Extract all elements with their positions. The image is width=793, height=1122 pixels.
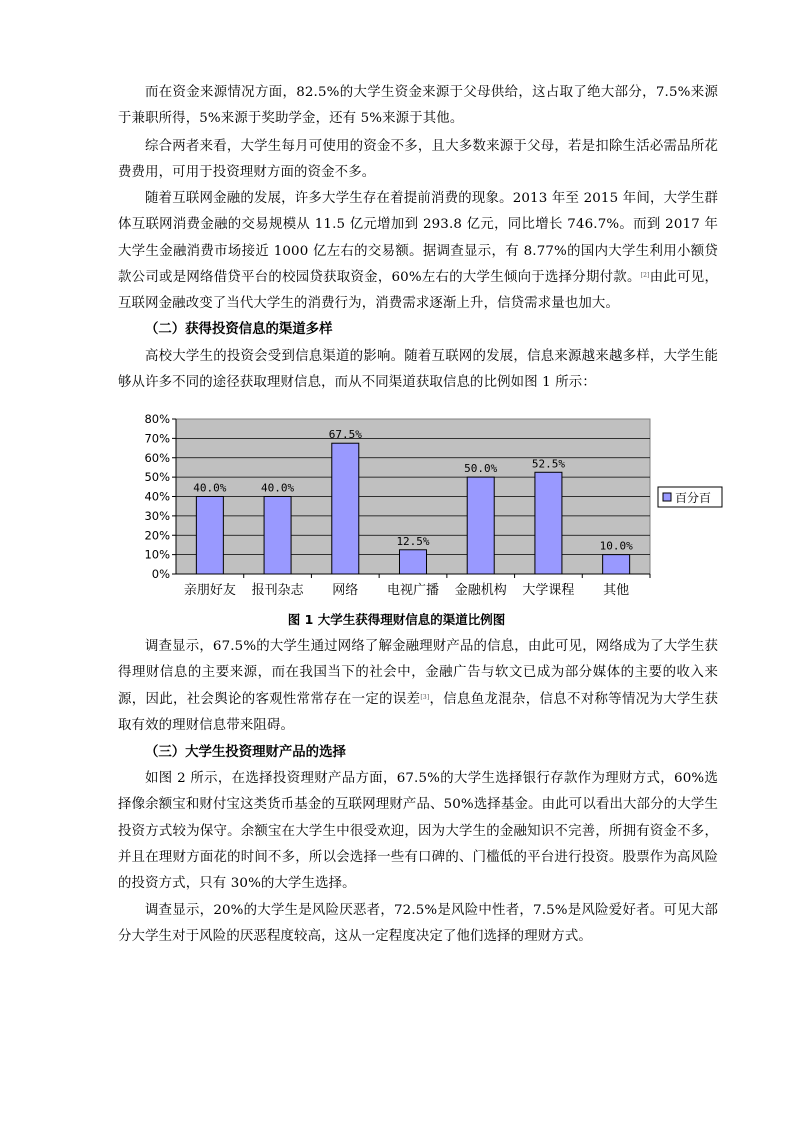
y-tick-label: 60% bbox=[144, 450, 170, 465]
figure-caption: 图 1 大学生获得理财信息的渠道比例图 bbox=[287, 612, 506, 627]
channel-bar-chart bbox=[140, 405, 740, 605]
x-tick-label: 报刊杂志 bbox=[251, 583, 304, 598]
data-label: 12.5% bbox=[396, 534, 430, 548]
x-tick-label: 网络 bbox=[332, 583, 359, 598]
paragraph-internet-finance-part2: 由此可见，互联网金融改变了当代大学生的消费行为，消费需求逐渐上升，信贷需求量也加大。 bbox=[118, 269, 718, 312]
legend-swatch bbox=[663, 493, 671, 501]
x-tick-label: 其他 bbox=[603, 583, 630, 598]
data-label: 50.0% bbox=[464, 462, 498, 476]
bar bbox=[467, 477, 494, 574]
y-tick-label: 50% bbox=[144, 470, 170, 485]
x-tick-label: 金融机构 bbox=[454, 583, 507, 598]
paragraph-risk-preference: 调查显示，20%的大学生是风险厌恶者，72.5%是风险中性者，7.5%是风险爱好者。可见大部分大学生对于风险的厌恶程度较高，这从一定程度决定了他们选择的理财方式。 bbox=[118, 903, 718, 945]
paragraph-funding-sources: 而在资金来源情况方面，82.5%的大学生资金来源于父母供给，这占取了绝大部分，7.5%来源于兼职所得，5%来源于奖助学金，还有 5%来源于其他。 bbox=[118, 85, 718, 127]
citation-2: [2] bbox=[640, 271, 650, 279]
y-tick-label: 10% bbox=[144, 547, 170, 562]
x-tick-label: 大学课程 bbox=[522, 583, 575, 598]
section-heading-product-choice: （三）大学生投资理财产品的选择 bbox=[145, 745, 346, 760]
paragraph-info-channels: 高校大学生的投资会受到信息渠道的影响。随着互联网的发展，信息来源越来越多样，大学生能够从许多不同的途径获取理财信息，而从不同渠道获取信息的比例如图 1 所示： bbox=[118, 349, 718, 391]
y-tick-label: 40% bbox=[144, 489, 170, 504]
paragraph-product-choice: 如图 2 所示，在选择投资理财产品方面，67.5%的大学生选择银行存款作为理财方式，60%选择像余额宝和财付宝这类货币基金的互联网理财产品、50%选择基金。由此可以看出大部分的大学生投资方式较为保守。余额宝在大学生中很受欢迎，因为大学生的金融知识不完善，所拥有资金不多，并且在理财方面花的时间不多，所以会选择一些有口碑的、门槛低的平台进行投资。股票作为高风险的投资方式，只有 30%的大学生选择。 bbox=[118, 771, 718, 892]
bar bbox=[332, 443, 359, 574]
bar bbox=[535, 472, 562, 574]
paragraph-summary: 综合两者来看，大学生每月可使用的资金不多，且大多数来源于父母，若是扣除生活必需品所花费费用，可用于投资理财方面的资金不多。 bbox=[118, 139, 718, 181]
citation-3: [3] bbox=[420, 693, 430, 701]
x-tick-label: 电视广播 bbox=[386, 583, 440, 598]
y-tick-label: 70% bbox=[144, 431, 170, 446]
bar bbox=[264, 497, 291, 575]
data-label: 40.0% bbox=[261, 481, 295, 495]
y-tick-label: 80% bbox=[144, 412, 170, 426]
bar bbox=[603, 555, 630, 574]
paragraph-internet-main-source-part2: ，信息鱼龙混杂，信息不对称等情况为大学生获取有效的理财信息带来阻碍。 bbox=[118, 691, 718, 733]
y-tick-label: 30% bbox=[144, 508, 170, 523]
data-label: 52.5% bbox=[531, 457, 565, 471]
paragraph-internet-finance bbox=[118, 186, 718, 317]
data-label: 67.5% bbox=[328, 428, 362, 442]
bar bbox=[196, 497, 223, 575]
y-tick-label: 20% bbox=[144, 528, 170, 543]
paragraph-internet-finance-part1: 随着互联网金融的发展，许多大学生存在着提前消费的现象。2013 年至 2015 年间，大学生群体互联网消费金融的交易规模从 11.5 亿元增加到 293.8 亿元，同比增长 746.7%。而到 2017 年大学生金融消费市场接近 1000 亿左右的交易额。据调查显示，有 8.77%的国内大学生利用小额贷款公司或是网络借贷平台的校园贷获取资金，60%左右的大学生倾向于选择分期付款。 bbox=[118, 191, 718, 285]
data-label: 40.0% bbox=[193, 481, 227, 495]
legend-label: 百分百 bbox=[675, 491, 712, 505]
section-heading-info-channels: （二）获得投资信息的渠道多样 bbox=[145, 322, 333, 337]
paragraph-internet-main-source bbox=[118, 634, 718, 739]
bar bbox=[400, 550, 427, 574]
y-tick-label: 0% bbox=[151, 567, 170, 581]
x-tick-label: 亲朋好友 bbox=[183, 583, 236, 598]
data-label: 10.0% bbox=[599, 539, 633, 553]
paragraph-internet-main-source-part1: 调查显示，67.5%的大学生通过网络了解金融理财产品的信息，由此可见，网络成为了大学生获得理财信息的主要来源，而在我国当下的社会中，金融广告与软文已成为部分媒体的主要的收入来源，因此，社会舆论的客观性常常存在一定的误差 bbox=[118, 639, 718, 707]
